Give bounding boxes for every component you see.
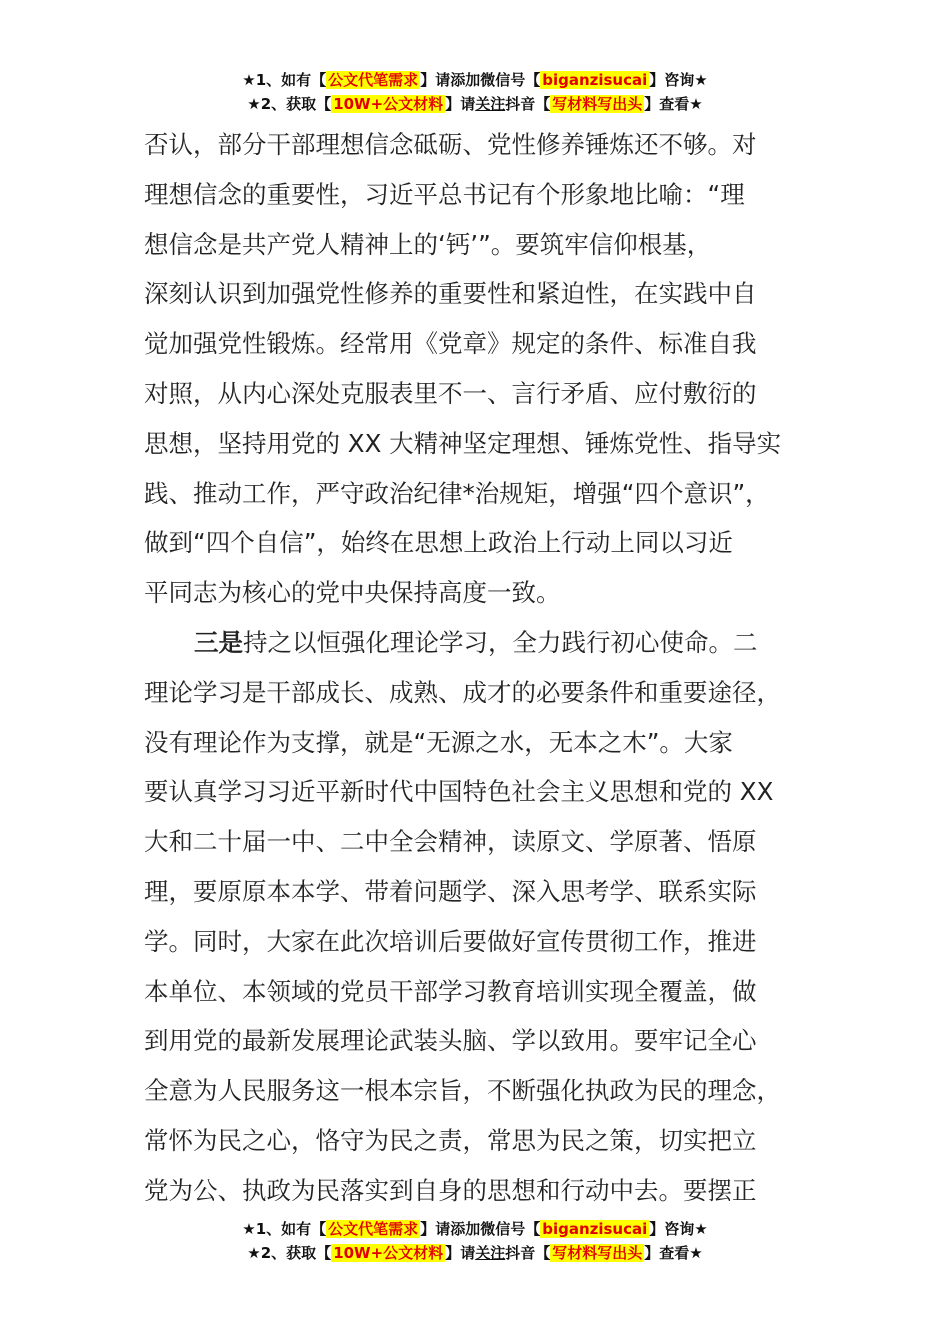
banner-underlined-text: 关注 [475, 1244, 506, 1262]
body-line: 到用党的最新发展理论武装头脑、学以致用。要牢记全心 [144, 1026, 757, 1056]
banner-highlight-wechat-id: biganzisucai [542, 1220, 648, 1238]
body-line: 理想信念的重要性，习近平总书记有个形象地比喻：“理 [144, 179, 745, 209]
body-line: 常怀为民之心，恪守为民之责，常思为民之策，切实把立 [144, 1125, 757, 1155]
body-line: 做到“四个自信”，始终在思想上政治上行动上同以习近 [144, 528, 733, 558]
body-line: 平同志为核心的党中央保持高度一致。 [144, 578, 561, 608]
banner-highlight-service: 公文代笔需求 [328, 71, 419, 89]
banner-text: 】请 [445, 95, 476, 113]
banner-text: 】请添加微信号【 [420, 1220, 541, 1238]
body-line: 想信念是共产党人精神上的‘钙’”。要筑牢信仰根基， [144, 229, 712, 259]
footer-banner [0, 1217, 950, 1265]
banner-text: 】咨询★ [649, 71, 708, 89]
body-line: 本单位、本领域的党员干部学习教育培训实现全覆盖，做 [144, 976, 757, 1006]
banner-text: ★1、如有【 [242, 71, 327, 89]
banner-text: 抖音【 [505, 1244, 551, 1262]
banner-highlight-douyin: 写材料写出头 [552, 95, 643, 113]
banner-highlight-materials: 10W+公文材料 [333, 1244, 444, 1262]
banner-text: ★1、如有【 [242, 1220, 327, 1238]
body-line: 理，要原原本本学、带着问题学、深入思考学、联系实际 [144, 876, 757, 906]
body-line: 没有理论作为支撑，就是“无源之水，无本之木”。大家 [144, 727, 733, 757]
body-line: 党为公、执政为民落实到自身的思想和行动中去。要摆正 [144, 1175, 757, 1205]
banner-highlight-materials: 10W+公文材料 [333, 95, 444, 113]
banner-highlight-service: 公文代笔需求 [328, 1220, 419, 1238]
banner-underlined-text: 关注 [475, 95, 506, 113]
banner-line-2 [0, 1241, 950, 1265]
header-banner [0, 68, 950, 116]
body-line: 觉加强党性锻炼。经常用《党章》规定的条件、标准自我 [144, 329, 757, 359]
body-line: 学。同时，大家在此次培训后要做好宣传贯彻工作，推进 [144, 926, 757, 956]
banner-text: 】咨询★ [649, 1220, 708, 1238]
body-line: 全意为人民服务这一根本宗旨，不断强化执政为民的理念， [144, 1076, 781, 1106]
body-line: 要认真学习习近平新时代中国特色社会主义思想和党的 XX [144, 777, 774, 807]
body-line: 大和二十届一中、二中全会精神，读原文、学原著、悟原 [144, 827, 757, 857]
body-line: 思想，坚持用党的 XX 大精神坚定理想、锤炼党性、指导实 [144, 428, 782, 458]
banner-highlight-wechat-id: biganzisucai [542, 71, 648, 89]
banner-line-1 [0, 68, 950, 92]
paragraph-3-lead: 三是 [194, 627, 243, 657]
banner-text: 】查看★ [644, 1244, 703, 1262]
body-line: 否认，部分干部理想信念砥砺、党性修养锤炼还不够。对 [144, 130, 757, 159]
banner-text: ★2、获取【 [247, 95, 332, 113]
paragraph-3-first-line [144, 618, 824, 668]
banner-text: 】请 [445, 1244, 476, 1262]
body-line: 对照，从内心深处克服表里不一、言行矛盾、应付敷衍的 [144, 378, 757, 408]
document-body [144, 120, 824, 1216]
banner-highlight-douyin: 写材料写出头 [552, 1244, 643, 1262]
body-line: 理论学习是干部成长、成熟、成才的必要条件和重要途径， [144, 677, 781, 707]
body-line: 深刻认识到加强党性修养的重要性和紧迫性，在实践中自 [144, 279, 757, 309]
banner-line-1 [0, 1217, 950, 1241]
banner-text: 】请添加微信号【 [420, 71, 541, 89]
banner-text: ★2、获取【 [247, 1244, 332, 1262]
banner-text: 抖音【 [505, 95, 551, 113]
paragraph-3-heading-text: 持之以恒强化理论学习，全力践行初心使命。二 [243, 627, 758, 657]
banner-line-2 [0, 92, 950, 116]
body-line: 践、推动工作，严守政治纪律*治规矩，增强“四个意识”， [144, 478, 770, 508]
banner-text: 】查看★ [644, 95, 703, 113]
